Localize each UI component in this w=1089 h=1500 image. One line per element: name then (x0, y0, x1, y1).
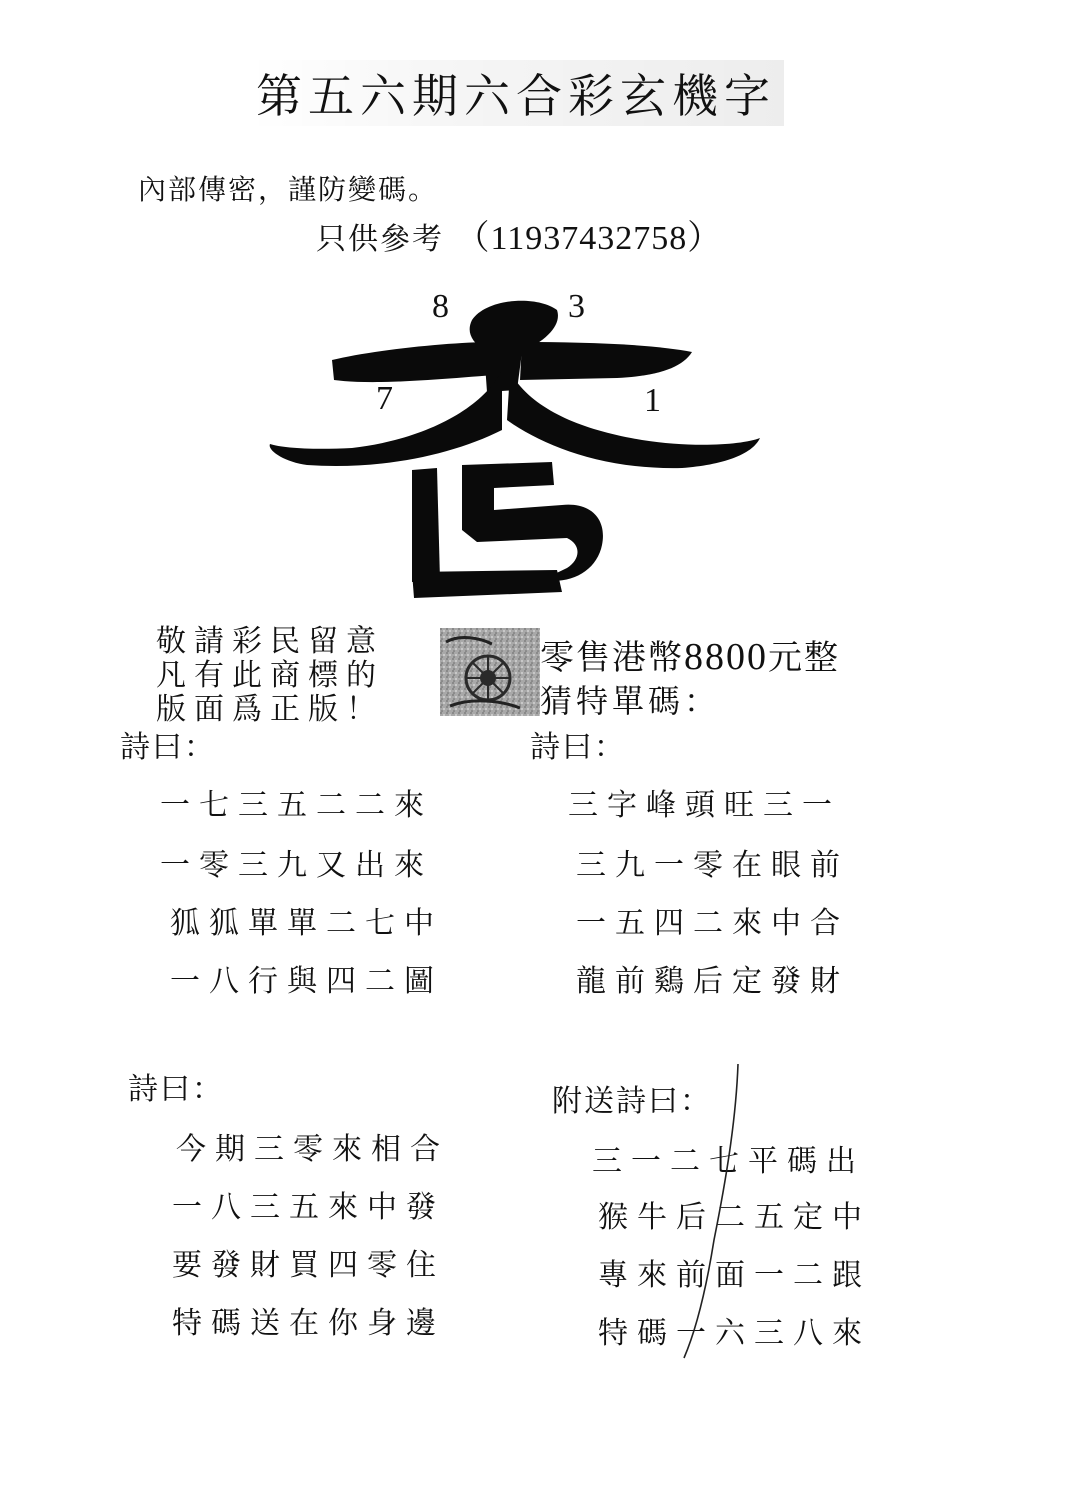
trademark-stamp-icon (440, 628, 540, 716)
page-title: 第五六期六合彩玄機字 (248, 60, 784, 126)
pen-stroke-divider (666, 1060, 756, 1360)
poem-line: 專來前面一二跟 (598, 1258, 871, 1293)
reference-number: （11937432758） (455, 220, 723, 257)
poem-heading: 詩曰： (128, 1072, 224, 1107)
poem-line: 一零三九又出來 (160, 848, 433, 883)
poem-line: 猴牛后二五定中 (598, 1200, 871, 1235)
poem-heading: 詩曰： (120, 730, 216, 765)
confidential-notice: 內部傳密，謹防變碼。 (138, 173, 439, 206)
poem-line: 今期三零來相合 (176, 1132, 449, 1167)
poem-line: 三一二七平碼出 (592, 1144, 865, 1179)
authenticity-notice (156, 625, 384, 727)
poem-line: 一八行與四二圖 (170, 964, 443, 999)
notice-line: 凡有此商標的 (156, 658, 384, 693)
poem-line: 一五四二來中合 (576, 906, 849, 941)
poem-line: 要發財買四零住 (172, 1248, 445, 1283)
notice-line: 敬請彩民留意 (156, 624, 384, 659)
poem-line: 一七三五二二來 (160, 788, 433, 823)
price-suffix: 元整 (768, 638, 840, 678)
glyph-digit: 7 (376, 380, 393, 417)
poem-line: 特碼一六三八來 (598, 1316, 871, 1351)
poem-line: 三九一零在眼前 (576, 848, 849, 883)
poem-heading: 詩曰： (530, 730, 626, 765)
price-line (540, 630, 840, 679)
reference-line (316, 210, 722, 259)
price-amount: 8800 (684, 636, 768, 678)
poem-heading: 附送詩曰： (552, 1084, 712, 1119)
glyph-digit: 1 (644, 382, 661, 419)
notice-line: 版面爲正版！ (156, 692, 384, 727)
calligraphy-glyph-icon (262, 280, 762, 610)
glyph-digit: 3 (568, 288, 585, 325)
poem-line: 一八三五來中發 (172, 1190, 445, 1225)
guess-line: 猜特單碼： (540, 682, 721, 720)
poem-line: 龍前鷄后定發財 (576, 964, 849, 999)
reference-label: 只供參考 (316, 222, 444, 257)
poem-line: 三字峰頭旺三一 (568, 788, 841, 823)
glyph-digit: 8 (432, 288, 449, 325)
price-prefix: 零售港幣 (540, 638, 684, 678)
poem-line: 狐狐單單二七中 (170, 906, 443, 941)
poem-line: 特碼送在你身邊 (172, 1306, 445, 1341)
